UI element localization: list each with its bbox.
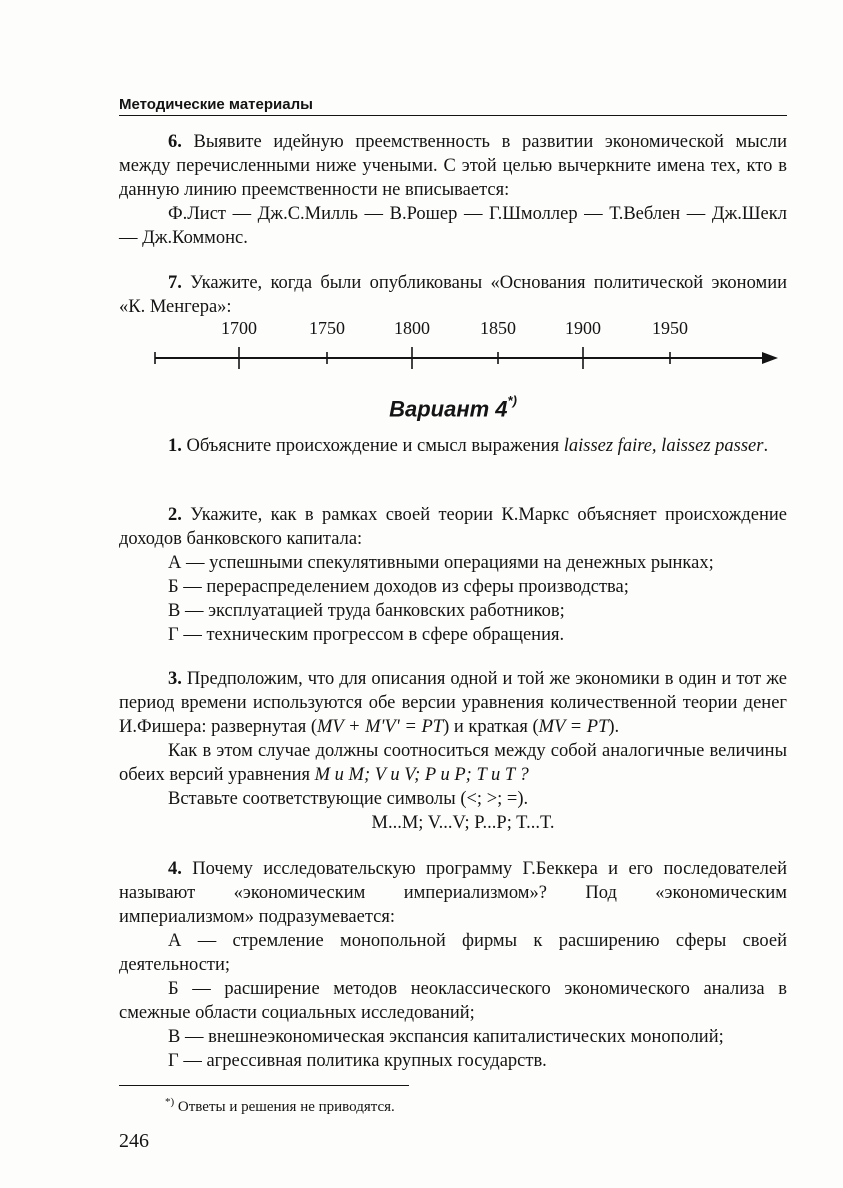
answer-option: Г — агрессивная политика крупных государств. — [168, 1051, 547, 1071]
question-number: 3. — [168, 669, 182, 689]
question-4-text: 4. Почему исследовательскую программу Г.Беккера и его последователей называют «экономическим империализмом»? Под «экономическим империализмом» подразумевается: — [119, 859, 787, 927]
running-header: Методические материалы — [119, 96, 787, 116]
footnote: *) Ответы и решения не приводятся. — [165, 1096, 395, 1115]
footnote-rule — [119, 1085, 409, 1086]
answer-option: А — успешными спекулятивными операциями на денежных рынках; — [168, 553, 714, 573]
answer-option: В — эксплуатацией труда банковских работников; — [168, 601, 565, 621]
question-2-text: 2. Укажите, как в рамках своей теории К.Маркс объясняет происхождение доходов банковского капитала: — [119, 505, 787, 549]
page-number: 246 — [119, 1130, 149, 1152]
timeline-label: 1950 — [652, 318, 688, 338]
formula-expanded: MV + M'V' = PT — [317, 717, 444, 737]
answer-option: А — стремление монопольной фирмы к расширению сферы своей деятельности; — [119, 931, 787, 975]
question-3-template: M...M; V...V; P...P; T...T. — [371, 813, 555, 833]
timeline-label: 1900 — [565, 318, 601, 338]
question-number: 1. — [168, 436, 182, 456]
question-7-text: 7. Укажите, когда были опубликованы «Основания политической экономии «К. Менгера»: — [119, 273, 787, 317]
timeline-label: 1700 — [221, 318, 257, 338]
latin-phrase: laissez faire, laissez passer — [563, 436, 764, 456]
answer-option: Г — техническим прогрессом в сфере обращения. — [168, 625, 565, 645]
answer-option: В — внешнеэкономическая экспансия капиталистических монополий; — [168, 1027, 724, 1047]
variant-title: Вариант 4*) — [389, 393, 517, 422]
answer-option: Б — расширение методов неоклассического экономического анализа в смежные области социальных исследований; — [119, 979, 787, 1023]
question-3-text-2: Как в этом случае должны соотноситься между собой аналогичные величины обеих версий уравнения M и M; V и V; P и P; T и T ? — [119, 741, 787, 785]
variant-question-4 — [119, 857, 787, 1073]
question-number: 2. — [168, 505, 182, 525]
question-6 — [119, 130, 787, 250]
variant-question-3 — [119, 667, 787, 835]
footnote-mark: *) — [507, 393, 517, 408]
variables: M и M; V и V; P и P; T и T ? — [314, 765, 529, 785]
timeline-line — [150, 318, 790, 378]
footnote-mark: *) — [165, 1096, 175, 1108]
question-6-chain: Ф.Лист — Дж.С.Милль — В.Рошер — Г.Шмоллер — Т.Веблен — Дж.Шекл — Дж.Коммонс. — [119, 204, 787, 248]
timeline-label: 1850 — [480, 318, 516, 338]
variant-question-2 — [119, 503, 787, 647]
question-6-text: 6. Выявите идейную преемственность в развитии экономической мысли между перечисленными ниже учеными. С этой целью вычеркните имена тех, кто в данную линию преемственности не вписывается: — [119, 132, 787, 200]
formula-short: MV = PT — [538, 717, 609, 737]
variant-question-1 — [119, 434, 787, 458]
timeline-label: 1800 — [394, 318, 430, 338]
question-3-text: 3. Предположим, что для описания одной и той же экономики в один и тот же период времени используются обе версии уравнения количественной теории денег И.Фишера: развернутая (MV + M'V' = PT) и краткая (MV = PT). — [119, 669, 787, 737]
question-number: 4. — [168, 859, 182, 879]
question-1-text: 1. Объясните происхождение и смысл выражения laissez faire, laissez passer. — [168, 436, 769, 456]
question-3-instruction: Вставьте соответствующие символы (<; >; =). — [168, 789, 529, 809]
answer-option: Б — перераспределением доходов из сферы производства; — [168, 577, 629, 597]
question-7 — [119, 271, 787, 319]
question-number: 7. — [168, 273, 182, 293]
question-number: 6. — [168, 132, 182, 152]
timeline-label: 1750 — [309, 318, 345, 338]
